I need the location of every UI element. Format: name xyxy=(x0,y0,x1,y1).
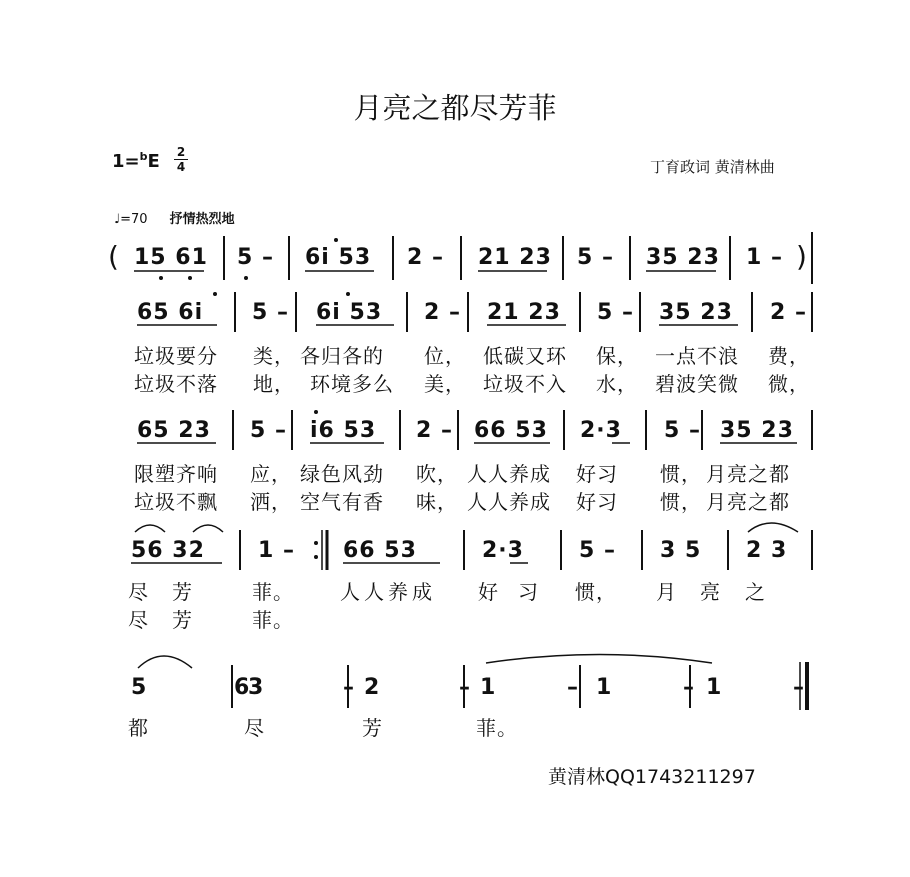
note-measure: 5 – xyxy=(664,418,701,443)
lyric: 尽芳 xyxy=(128,608,216,632)
note-measure: 5 – xyxy=(597,300,634,325)
lyric: 垃圾不入 xyxy=(483,372,567,396)
note-measure: 6i 53 xyxy=(305,245,372,270)
lyric: 尽芳 xyxy=(128,580,216,604)
lyric: 微， xyxy=(768,372,810,396)
meter-top: 2 xyxy=(176,145,186,159)
lyric: 惯， xyxy=(660,490,702,514)
note-measure: 3 – xyxy=(248,675,390,700)
lyric: 月亮之都 xyxy=(706,490,790,514)
intro-open-paren: ( xyxy=(108,240,119,273)
lyric: 垃圾不飘 xyxy=(134,490,218,514)
note-measure: 65 23 xyxy=(137,418,211,443)
note-measure: 5 – xyxy=(250,418,287,443)
lyric: 人人养成 xyxy=(467,490,551,514)
flat-sign: b xyxy=(139,150,148,163)
lyric: 低碳又环 xyxy=(483,344,567,368)
lyric: 类， xyxy=(253,344,295,368)
lyric: 人人养成 xyxy=(467,462,551,486)
lyric: 美， xyxy=(424,372,466,396)
lyric: 都 xyxy=(128,716,149,740)
lyric: 空气有香 xyxy=(300,490,384,514)
note-measure: 56 32 xyxy=(131,538,205,563)
credits: 丁育政词 黄清林曲 xyxy=(650,158,775,176)
key-note: E xyxy=(147,151,160,172)
note-measure: 15 61 xyxy=(134,245,208,270)
lyric: 菲。 xyxy=(476,716,518,740)
lyric: 水， xyxy=(596,372,638,396)
lyric: 位， xyxy=(424,344,466,368)
lyric: 各归各的 xyxy=(300,344,384,368)
key-prefix: 1= xyxy=(112,151,140,172)
lyric: 应， xyxy=(250,462,292,486)
lyric: 味， xyxy=(416,490,458,514)
note-measure: 2 3 xyxy=(746,538,788,563)
lyric: 菲。 xyxy=(252,580,294,604)
lyric: 一点不浪 xyxy=(655,344,739,368)
note-measure: 21 23 xyxy=(487,300,561,325)
lyric: 好习 xyxy=(478,580,558,604)
note-measure: 2 – xyxy=(364,675,506,700)
tempo-value: ♩=70 xyxy=(114,212,148,227)
lyric: 绿色风劲 xyxy=(300,462,384,486)
note-measure: 35 23 xyxy=(720,418,794,443)
watermark-text: 黄清林QQ1743211297 xyxy=(548,766,756,788)
note-measure: i6 53 xyxy=(310,418,377,443)
note-measure: 21 23 xyxy=(478,245,552,270)
note-measure: 1 – xyxy=(746,245,783,270)
note-measure: 66 53 xyxy=(474,418,548,443)
note-measure: 6i 53 xyxy=(316,300,383,325)
meter-bottom: 4 xyxy=(176,160,186,174)
lyric: 费， xyxy=(768,344,810,368)
note-measure: 5 – xyxy=(252,300,289,325)
note-measure: 5 – xyxy=(577,245,614,270)
note-measure: 2 – xyxy=(416,418,453,443)
note-measure: 3 5 xyxy=(660,538,702,563)
lyric: 好习 xyxy=(576,490,618,514)
lyric: 月亮 xyxy=(656,580,744,604)
note-measure: 5 – xyxy=(237,245,274,270)
note-measure: 1 – xyxy=(480,675,610,700)
note-measure: 2 – xyxy=(407,245,444,270)
note-underlines xyxy=(131,271,797,563)
slurs xyxy=(135,523,798,668)
note-measure: 1 – xyxy=(258,538,295,563)
note-measure: 2·3 xyxy=(580,418,622,443)
lyric: 保， xyxy=(596,344,638,368)
note-measure: 5 6 xyxy=(131,675,290,700)
lyric: 好习 xyxy=(576,462,618,486)
lyric: 惯， xyxy=(660,462,702,486)
lyric: 垃圾不落 xyxy=(134,372,218,396)
note-measure: 2·3 xyxy=(482,538,524,563)
lyric: 垃圾要分 xyxy=(134,344,218,368)
note-measure: 2 – xyxy=(424,300,461,325)
lyric: 月亮之都 xyxy=(706,462,790,486)
lyric: 限塑齐响 xyxy=(134,462,218,486)
expression-text: 抒情热烈地 xyxy=(169,212,235,227)
octave-dots xyxy=(159,238,350,414)
note-measure: 1 – xyxy=(706,675,836,700)
note-measure: 1 – xyxy=(596,675,726,700)
note-measure: 65 6i xyxy=(137,300,204,325)
lyric: 地， xyxy=(253,372,295,396)
lyric: 尽 xyxy=(244,716,265,740)
lyric: 人人养成 xyxy=(340,580,436,604)
lyric: 芳 xyxy=(362,716,383,740)
note-measure: 35 23 xyxy=(646,245,720,270)
bar-lines xyxy=(224,232,812,708)
repeat-sign xyxy=(314,530,327,570)
lyric: 吹， xyxy=(416,462,458,486)
lyric: 环境多么 xyxy=(310,372,394,396)
lyric: 之 xyxy=(745,580,766,604)
final-barline xyxy=(800,662,807,710)
intro-close-paren: ) xyxy=(796,240,807,273)
lyric: 碧波笑微 xyxy=(655,372,739,396)
lyric: 洒， xyxy=(250,490,292,514)
note-measure: 5 – xyxy=(579,538,616,563)
song-title: 月亮之都尽芳菲 xyxy=(353,91,557,125)
lyric: 惯， xyxy=(575,580,617,604)
note-measure: 66 53 xyxy=(343,538,417,563)
note-measure: 35 23 xyxy=(659,300,733,325)
lyric: 菲。 xyxy=(252,608,294,632)
note-measure: 2 – xyxy=(770,300,807,325)
